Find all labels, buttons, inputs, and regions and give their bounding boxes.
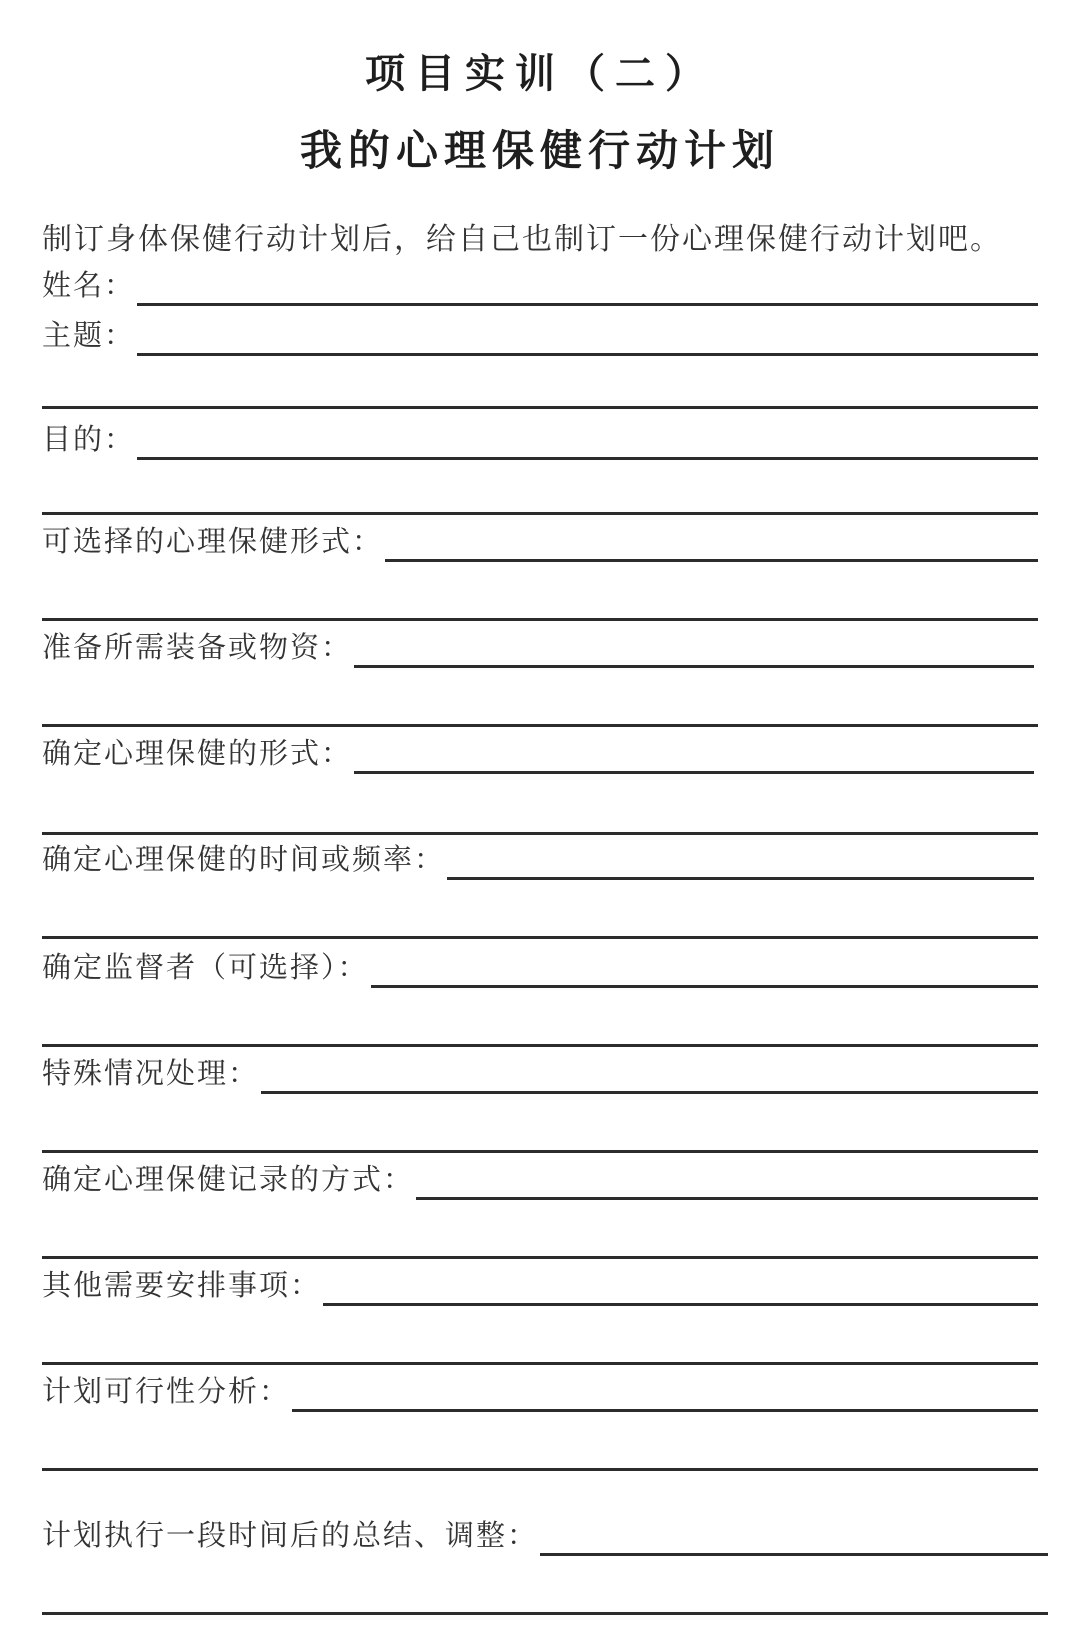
- topic-field[interactable]: [42, 308, 1038, 356]
- options-blank[interactable]: [385, 519, 1038, 562]
- name-label: 姓名：: [42, 268, 136, 302]
- supervisor-label: 确定监督者（可选择）：: [42, 950, 369, 984]
- record-field[interactable]: [42, 1152, 1038, 1200]
- summary-blank[interactable]: [540, 1513, 1048, 1556]
- materials-field[interactable]: [42, 620, 1034, 668]
- special-field[interactable]: [42, 1046, 1038, 1094]
- materials-label: 准备所需装备或物资：: [42, 630, 353, 664]
- intro-text: 制订身体保健行动计划后，给自己也制订一份心理保健行动计划吧。: [42, 222, 1002, 257]
- feasibility-field[interactable]: [42, 1364, 1038, 1412]
- summary-blank-line-2[interactable]: [42, 1612, 1048, 1615]
- summary-label: 计划执行一段时间后的总结、调整：: [42, 1518, 539, 1552]
- feasibility-blank[interactable]: [292, 1369, 1038, 1412]
- frequency-blank-line-2[interactable]: [42, 936, 1038, 939]
- other-label: 其他需要安排事项：: [42, 1268, 322, 1302]
- page-subtitle: 我的心理保健行动计划: [299, 126, 780, 175]
- topic-blank-line-2[interactable]: [42, 406, 1038, 409]
- frequency-field[interactable]: [42, 832, 1034, 880]
- frequency-blank[interactable]: [447, 837, 1034, 880]
- purpose-field[interactable]: [42, 412, 1038, 460]
- supervisor-blank[interactable]: [371, 945, 1038, 988]
- other-field[interactable]: [42, 1258, 1038, 1306]
- form-blank[interactable]: [354, 731, 1034, 774]
- feasibility-blank-line-2[interactable]: [42, 1468, 1038, 1471]
- topic-label: 主题：: [42, 318, 136, 352]
- purpose-blank[interactable]: [137, 417, 1038, 460]
- record-blank[interactable]: [416, 1157, 1038, 1200]
- name-blank[interactable]: [137, 263, 1038, 306]
- other-blank[interactable]: [323, 1263, 1038, 1306]
- form-label: 确定心理保健的形式：: [42, 736, 353, 770]
- purpose-label: 目的：: [42, 422, 136, 456]
- materials-blank[interactable]: [354, 625, 1034, 668]
- frequency-label: 确定心理保健的时间或频率：: [42, 842, 446, 876]
- form-field[interactable]: [42, 726, 1034, 774]
- special-label: 特殊情况处理：: [42, 1056, 260, 1090]
- topic-blank[interactable]: [137, 313, 1038, 356]
- record-label: 确定心理保健记录的方式：: [42, 1162, 415, 1196]
- special-blank[interactable]: [261, 1051, 1038, 1094]
- options-field[interactable]: [42, 514, 1038, 562]
- page-title: 项目实训（二）: [365, 51, 715, 97]
- summary-field[interactable]: [42, 1508, 1048, 1556]
- options-label: 可选择的心理保健形式：: [42, 524, 384, 558]
- supervisor-field[interactable]: [42, 940, 1038, 988]
- feasibility-label: 计划可行性分析：: [42, 1374, 291, 1408]
- name-field[interactable]: [42, 258, 1038, 306]
